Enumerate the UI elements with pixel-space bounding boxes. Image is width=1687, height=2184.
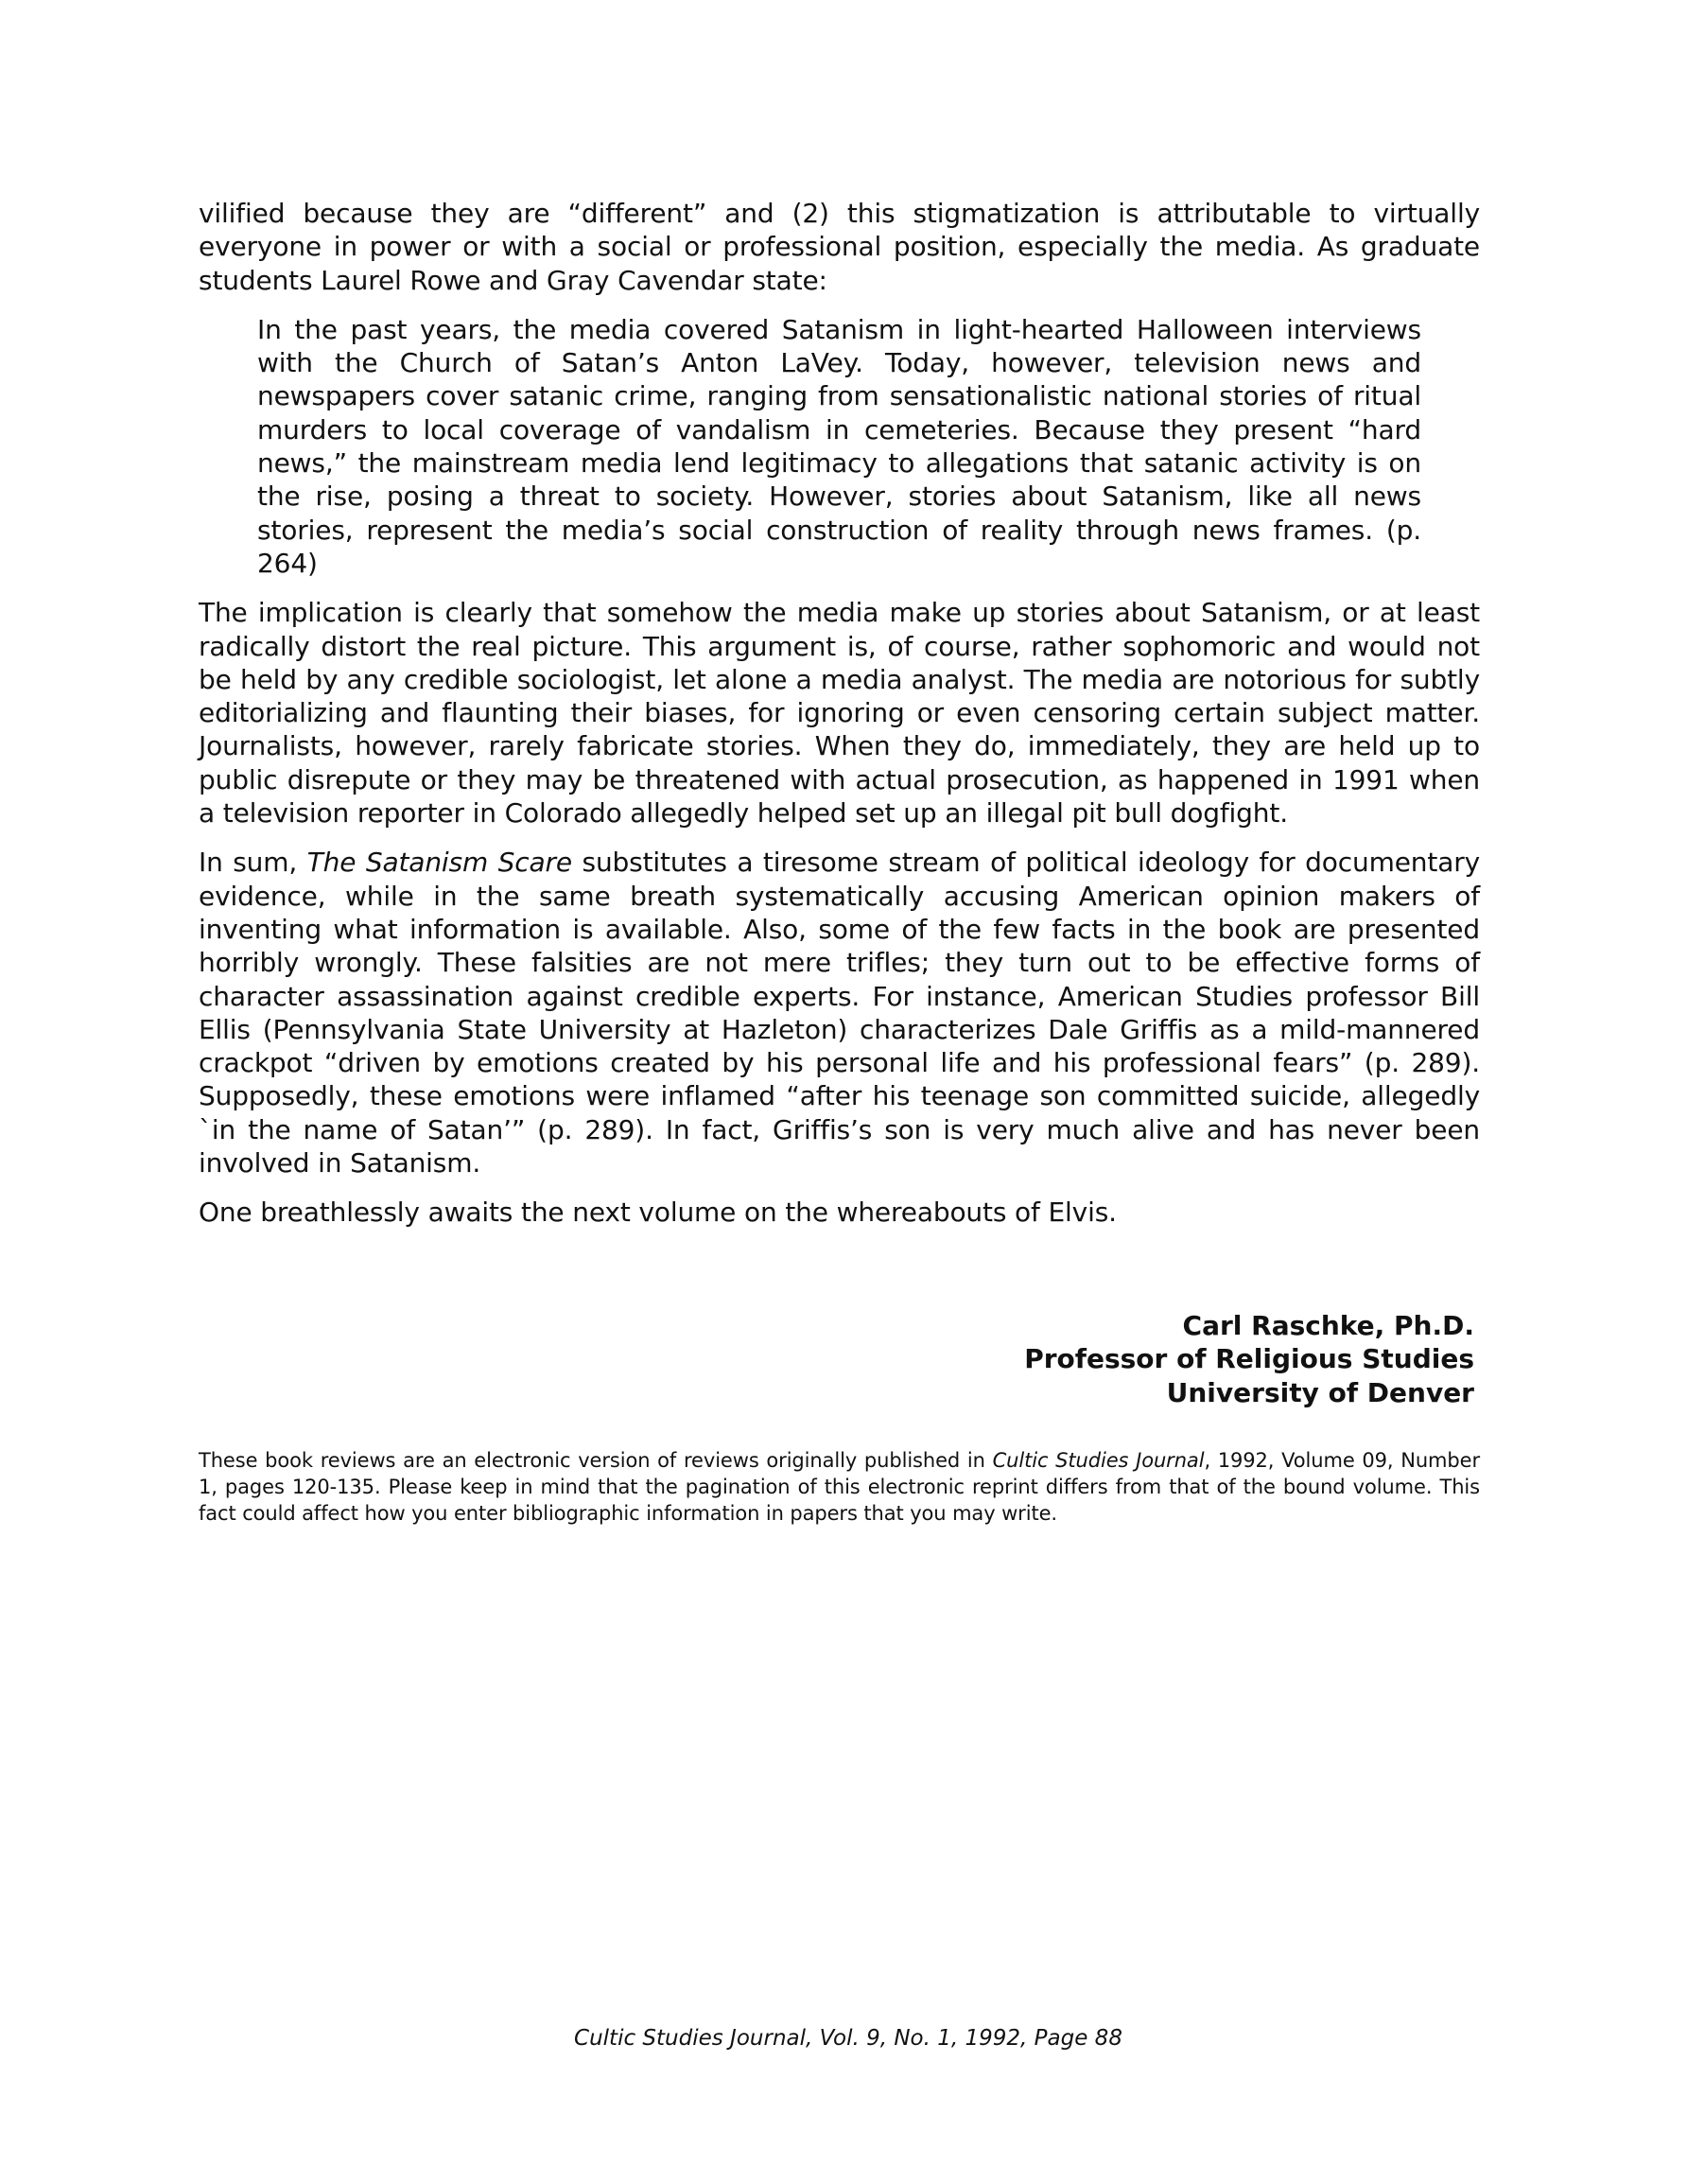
author-signature	[199, 1309, 1480, 1410]
author-institution: University of Denver	[1166, 1376, 1474, 1408]
book-title: The Satanism Scare	[306, 847, 572, 879]
paragraph-implication: The implication is clearly that somehow the media make up stories about Satanism, or at least radically distort the real picture. This argument is, of course, rather sophomoric and would not be held by any credible sociologist, let alone a media analyst. The media are notorious for subtly editorializing and flaunting their biases, for ignoring or even censoring certain subject matter. Journalists, however, rarely fabricate stories. When they do, immediately, they are held up to public disrepute or they may be threatened with actual prosecution, as happened in 1991 when a television reporter in Colorado allegedly helped set up an illegal pit bull dogfight.	[199, 597, 1480, 830]
block-quote-rowe-cavendar: In the past years, the media covered Satanism in light-hearted Halloween interviews with the Church of Satan’s Anton LaVey. Today, however, television news and newspapers cover satanic crime, ranging from sensationalistic national stories of ritual murders to local coverage of vandalism in cemeteries. Because they present “hard news,” the mainstream media lend legitimacy to allegations that satanic activity is on the rise, posing a threat to society. However, stories about Satanism, like all news stories, represent the media’s social construction of reality through news frames. (p. 264)	[257, 313, 1421, 579]
paragraph-closing: One breathlessly awaits the next volume on the whereabouts of Elvis.	[199, 1197, 1117, 1229]
footnote-lead: These book reviews are an electronic version of reviews originally published in	[199, 1449, 993, 1473]
author-name: Carl Raschke, Ph.D.	[1182, 1309, 1474, 1341]
footnote-rest: , 1992, Volume 09, Number 1, pages 120-135. Please keep in mind that the pagination of this electronic reprint differs from that of the bound volume. This fact could affect how you enter bibliographic information in papers that you may write.	[199, 1449, 1480, 1526]
paragraph-vilified: vilified because they are “different” and (2) this stigmatization is attributable to virtually everyone in power or with a social or professional position, especially the media. As graduate students Laurel Rowe and Gray Cavendar state:	[199, 198, 1480, 296]
author-title: Professor of Religious Studies	[1024, 1343, 1474, 1375]
page-footer: Cultic Studies Journal, Vol. 9, No. 1, 1992, Page 88	[574, 2026, 1122, 2051]
paragraph-in-sum	[199, 846, 1480, 1179]
document-page	[199, 197, 1480, 1546]
footnote-journal-title: Cultic Studies Journal	[992, 1449, 1205, 1473]
paragraph-in-sum-lead: In sum,	[199, 847, 307, 879]
reprint-footnote	[199, 1447, 1480, 1527]
paragraph-in-sum-rest: substitutes a tiresome stream of political ideology for documentary evidence, while in the same breath systematically accusing American opinion makers of inventing what information is available. Also, some of the few facts in the book are presented horribly wrongly. These falsities are not mere trifles; they turn out to be effective forms of character assassination against credible experts. For instance, American Studies professor Bill Ellis (Pennsylvania State University at Hazleton) characterizes Dale Griffis as a mild-mannered crackpot “driven by emotions created by his personal life and his professional fears” (p. 289). Supposedly, these emotions were inflamed “after his teenage son committed suicide, allegedly `in the name of Satan’” (p. 289). In fact, Griffis’s son is very much alive and has never been involved in Satanism.	[199, 847, 1480, 1179]
